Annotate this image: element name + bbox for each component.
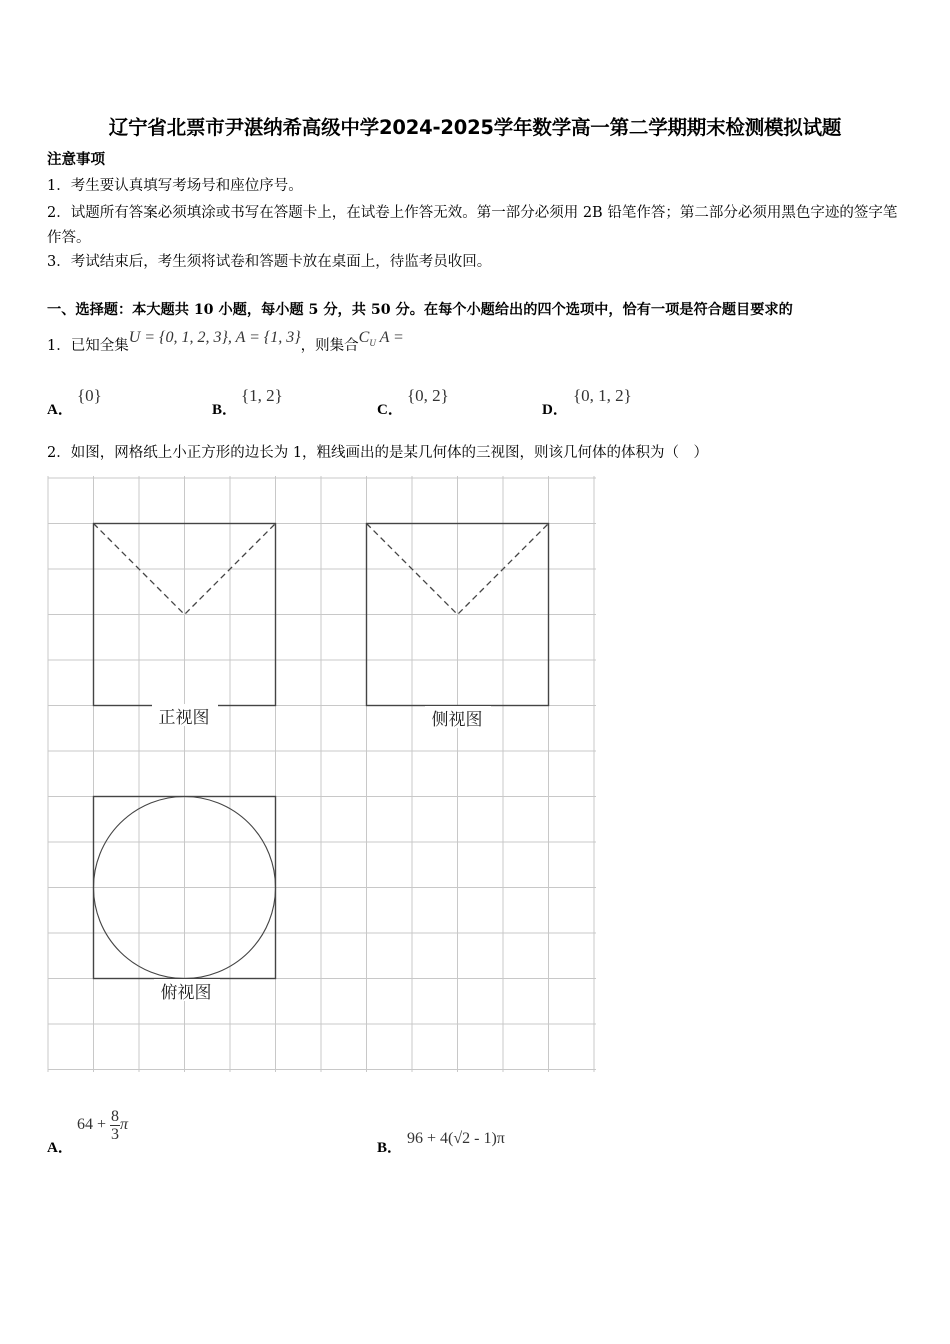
grid-lines <box>48 476 596 1072</box>
notice-item-2: 2．试题所有答案必须填涂或书写在答题卡上，在试卷上作答无效。第一部分必须用 2B 铅笔作答；第二部分必须用黑色字迹的签字笔作答。 <box>47 205 898 246</box>
question-2: 2．如图，网格纸上小正方形的边长为 1，粗线画出的是某几何体的三视图，则该几何体的体积为（ ） <box>47 445 709 461</box>
option-label: D． <box>542 402 568 418</box>
side-view-label: 侧视图 <box>431 710 483 730</box>
q2-option-b-value: 96 + 4(√2 - 1)π <box>407 1130 505 1147</box>
option-label: B． <box>377 1140 403 1156</box>
notice-item-1: 1．考生要认真填写考场号和座位序号。 <box>47 178 303 194</box>
q2-a-numerator: 8 <box>111 1108 120 1125</box>
page-title: 辽宁省北票市尹湛纳希高级中学2024-2025学年数学高一第二学期期末检测模拟试题 <box>108 116 842 139</box>
q1-option-c[interactable] <box>377 398 403 419</box>
q1-option-c-value: {0, 2} <box>407 386 449 405</box>
q2-option-b[interactable] <box>377 1136 402 1157</box>
option-label: A． <box>47 1140 73 1156</box>
notice-item-3: 3．考试结束后，考生须将试卷和答题卡放在桌面上，待监考员收回。 <box>47 254 492 270</box>
option-label: B． <box>212 402 238 418</box>
q1-option-b[interactable] <box>212 398 237 419</box>
q2-a-fraction <box>110 1108 120 1143</box>
q2-option-a-value <box>77 1108 128 1143</box>
q2-a-post: π <box>120 1116 129 1134</box>
q1-option-d[interactable] <box>542 398 568 419</box>
q1-complement-sub: U <box>369 338 376 349</box>
section-heading: 一、选择题：本大题共 10 小题，每小题 5 分，共 50 分。在每个小题给出的四个选项中，恰有一项是符合题目要求的 <box>47 302 793 318</box>
three-view-figure <box>44 472 600 1076</box>
notice-heading: 注意事项 <box>47 151 105 168</box>
q1-prefix: 1．已知全集 <box>47 338 129 354</box>
option-label: A． <box>47 402 73 418</box>
front-view-label: 正视图 <box>158 708 210 728</box>
q2-option-a[interactable] <box>47 1136 73 1157</box>
q1-middle: ，则集合 <box>300 338 359 354</box>
option-label: C． <box>377 402 403 418</box>
top-view-label: 俯视图 <box>160 983 212 1003</box>
q1-complement-tail: A = <box>379 329 404 346</box>
q2-a-pre: 64 + <box>77 1116 107 1134</box>
q1-option-d-value: {0, 1, 2} <box>573 386 632 405</box>
q2-a-denominator: 3 <box>111 1126 120 1143</box>
q1-set-definition: U = {0, 1, 2, 3}, A = {1, 3} <box>128 329 301 346</box>
q1-complement: C <box>358 329 370 346</box>
question-1 <box>47 329 404 361</box>
q1-option-a[interactable] <box>47 398 73 419</box>
q1-option-a-value: {0} <box>77 386 102 405</box>
q1-option-b-value: {1, 2} <box>241 386 283 405</box>
